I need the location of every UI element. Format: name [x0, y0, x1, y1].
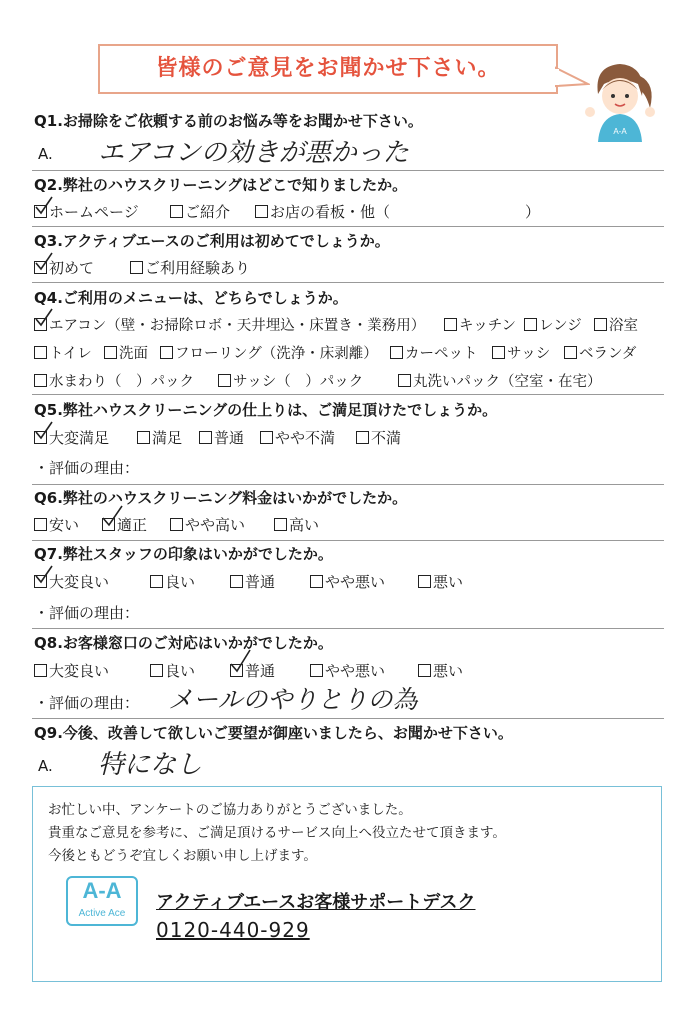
q4-option-water-pack[interactable]: 水まわり（ ）パック: [34, 370, 194, 391]
q6-option-fair[interactable]: 適正: [102, 514, 147, 535]
q8-option-very-good[interactable]: 大変良い: [34, 660, 109, 681]
footer-feedback-use: 貴重なご意見を参考に、ご満足頂けるサービス向上へ役立たせて頂きます。: [48, 825, 506, 841]
banner-title: 皆様のご意見をお聞かせ下さい。: [155, 56, 501, 81]
q8-option-somewhat-bad[interactable]: やや悪い: [310, 660, 385, 681]
q1-answer-prefix: A.: [38, 145, 53, 163]
checkbox[interactable]: [34, 374, 47, 387]
q1-handwritten-answer: エアコンの効きが悪かった: [98, 138, 409, 168]
checkbox[interactable]: [170, 205, 183, 218]
checkmark-icon: [32, 250, 56, 274]
checkbox[interactable]: [230, 575, 243, 588]
q5-reason-label: ・評価の理由：: [34, 459, 140, 477]
checkbox[interactable]: [310, 575, 323, 588]
checkbox[interactable]: [150, 664, 163, 677]
checkbox[interactable]: [398, 374, 411, 387]
checkbox[interactable]: [34, 664, 47, 677]
q3-option-first-time[interactable]: 初めて: [34, 257, 94, 278]
checkbox[interactable]: [594, 318, 607, 331]
checkbox[interactable]: [310, 664, 323, 677]
q7-option-very-good[interactable]: 大変良い: [34, 571, 109, 592]
mascot-badge: A-A: [613, 127, 627, 136]
q7-option-bad[interactable]: 悪い: [418, 571, 463, 592]
footer-thanks: お忙しい中、アンケートのご協力ありがとうございました。: [48, 802, 412, 818]
q7-option-good[interactable]: 良い: [150, 571, 195, 592]
q7-reason-label: ・評価の理由：: [34, 604, 140, 622]
q4-option-sash-pack[interactable]: サッシ（ ）パック: [218, 370, 363, 391]
q9-question: Q9.今後、改善して欲しいご要望が御座いましたら、お聞かせ下さい。: [34, 724, 513, 742]
divider: [32, 628, 664, 629]
logo-name: Active Ace: [78, 908, 126, 919]
q4-option-bathroom[interactable]: 浴室: [594, 314, 638, 335]
q8-option-bad[interactable]: 悪い: [418, 660, 463, 681]
q5-option-very-satisfied[interactable]: 大変満足: [34, 427, 109, 448]
divider: [32, 540, 664, 541]
checkbox[interactable]: [34, 346, 47, 359]
q3-question: Q3.アクティブエースのご利用は初めてでしょうか。: [34, 232, 390, 250]
checkbox[interactable]: [104, 346, 117, 359]
divider: [32, 484, 664, 485]
checkbox[interactable]: [274, 518, 287, 531]
checkbox[interactable]: [356, 431, 369, 444]
checkbox[interactable]: [524, 318, 537, 331]
checkbox[interactable]: [199, 431, 212, 444]
q4-question: Q4.ご利用のメニューは、どちらでしょうか。: [34, 289, 348, 307]
q6-option-somewhat-expensive[interactable]: やや高い: [170, 514, 245, 535]
divider: [32, 226, 664, 227]
divider: [32, 170, 664, 171]
q4-option-veranda[interactable]: ベランダ: [564, 342, 636, 363]
checkbox[interactable]: [170, 518, 183, 531]
checkmark-icon: [32, 306, 56, 330]
checkbox[interactable]: [255, 205, 268, 218]
q4-option-carpet[interactable]: カーペット: [390, 342, 478, 363]
q8-question: Q8.お客様窓口のご対応はいかがでしたか。: [34, 634, 333, 652]
q4-option-aircon[interactable]: エアコン（壁・お掃除ロボ・天井埋込・床置き・業務用）: [34, 314, 425, 335]
q5-question: Q5.弊社ハウスクリーニングの仕上りは、ご満足頂けたでしょうか。: [34, 401, 498, 419]
q4-option-flooring[interactable]: フローリング（洗浄・床剥離）: [160, 342, 378, 363]
checkbox[interactable]: [564, 346, 577, 359]
checkmark-icon: [228, 648, 254, 676]
divider: [32, 394, 664, 395]
q4-option-toilet[interactable]: トイレ: [34, 342, 92, 363]
q8-reason-label: ・評価の理由：: [34, 694, 140, 712]
checkbox[interactable]: [34, 518, 47, 531]
q6-question: Q6.弊社のハウスクリーニング料金はいかがでしたか。: [34, 489, 408, 507]
q7-option-normal[interactable]: 普通: [230, 571, 275, 592]
checkbox[interactable]: [130, 261, 143, 274]
divider: [32, 282, 664, 283]
q5-option-normal[interactable]: 普通: [199, 427, 244, 448]
support-desk-title: アクティブエースお客様サポートデスク: [156, 892, 476, 913]
q4-option-sash[interactable]: サッシ: [492, 342, 550, 363]
support-phone-link[interactable]: 0120-440-929: [156, 918, 310, 942]
checkmark-icon: [32, 563, 56, 587]
logo-mark: A-A: [82, 878, 122, 903]
q4-option-range[interactable]: レンジ: [524, 314, 582, 335]
q8-option-good[interactable]: 良い: [150, 660, 195, 681]
checkbox[interactable]: [492, 346, 505, 359]
checkbox[interactable]: [137, 431, 150, 444]
q3-option-used-before[interactable]: ご利用経験あり: [130, 257, 250, 278]
q8-option-normal[interactable]: 普通: [230, 660, 275, 681]
q7-question: Q7.弊社スタッフの印象はいかがでしたか。: [34, 545, 333, 563]
q1-question: Q1.お掃除をご依頼する前のお悩み等をお聞かせ下さい。: [34, 112, 423, 130]
footer-regards: 今後ともどうぞ宜しくお願い申し上げます。: [48, 848, 317, 864]
q4-option-kitchen[interactable]: キッチン: [444, 314, 516, 335]
checkbox[interactable]: [160, 346, 173, 359]
checkbox[interactable]: [444, 318, 457, 331]
q5-option-somewhat-dissatisfied[interactable]: やや不満: [260, 427, 335, 448]
q2-option-referral[interactable]: ご紹介: [170, 201, 230, 222]
checkbox[interactable]: [390, 346, 403, 359]
q9-answer-prefix: A.: [38, 757, 53, 775]
q6-option-cheap[interactable]: 安い: [34, 514, 79, 535]
checkbox[interactable]: [260, 431, 273, 444]
checkmark-icon: [100, 504, 126, 530]
checkmark-icon: [32, 194, 56, 218]
checkbox[interactable]: [418, 664, 431, 677]
q2-option-store-sign-other[interactable]: お店の看板・他（ ）: [255, 201, 540, 222]
q2-question: Q2.弊社のハウスクリーニングはどこで知りましたか。: [34, 176, 408, 194]
q5-option-satisfied[interactable]: 満足: [137, 427, 182, 448]
q5-option-dissatisfied[interactable]: 不満: [356, 427, 401, 448]
q6-option-expensive[interactable]: 高い: [274, 514, 319, 535]
checkbox[interactable]: [418, 575, 431, 588]
divider: [32, 718, 664, 719]
q4-option-full-wash-pack[interactable]: 丸洗いパック（空室・在宅）: [398, 370, 602, 391]
q8-handwritten-reason: メールのやりとりの為: [168, 685, 418, 714]
mascot-girl-icon: [580, 54, 660, 144]
q7-option-somewhat-bad[interactable]: やや悪い: [310, 571, 385, 592]
q9-handwritten-answer: 特になし: [98, 750, 203, 780]
checkbox[interactable]: [150, 575, 163, 588]
checkmark-icon: [32, 419, 56, 443]
checkbox[interactable]: [218, 374, 231, 387]
q2-option-homepage[interactable]: ホームページ: [34, 201, 139, 222]
q4-option-washroom[interactable]: 洗面: [104, 342, 148, 363]
